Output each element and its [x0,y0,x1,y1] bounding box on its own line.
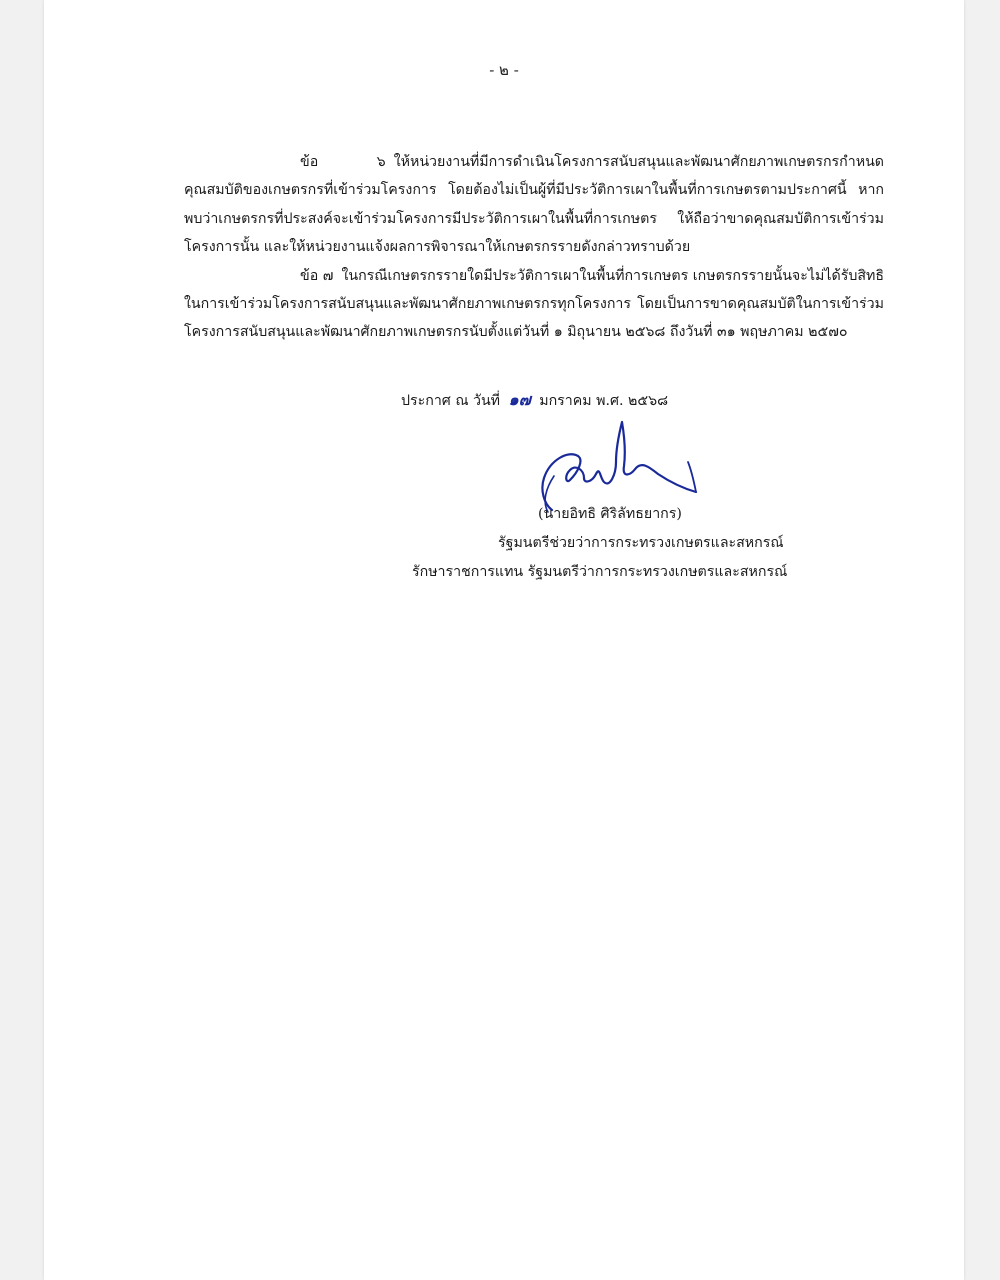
clause-6 [184,148,884,262]
page-number: - ๒ - [489,61,519,79]
signer-position-2: รักษาราชการแทน รัฐมนตรีว่าการกระทรวงเกษตรและสหกรณ์ [412,564,788,580]
clause-6-label: ข้อ ๖ [300,154,386,170]
clause-7 [184,262,884,347]
announcement-date [401,388,668,413]
clause-7-label: ข้อ ๗ [300,267,334,284]
handwritten-day: ๑๗ [508,390,531,409]
document-page [44,0,964,1280]
date-prefix: ประกาศ ณ วันที่ [401,393,501,409]
signer-name: (นายอิทธิ ศิริลัทธยากร) [538,506,682,522]
document-body [184,148,884,347]
signer-block [404,500,864,587]
clause-7-text: ในกรณีเกษตรกรรายใดมีประวัติการเผาในพื้นที่การเกษตร เกษตรกรรายนั้นจะไม่ได้รับสิทธิในการเข้าร่วมโครงการสนับสนุนและพัฒนาศักยภาพเกษตรกรทุกโครงการ โดยเป็นการขาดคุณสมบัติในการเข้าร่วมโครงการสนับสนุนและพัฒนาศักยภาพเกษตรกรนับตั้งแต่วันที่ ๑ มิถุนายน ๒๕๖๘ ถึงวันที่ ๓๑ พฤษภาคม ๒๕๗๐ [184,267,884,341]
signer-position-1: รัฐมนตรีช่วยว่าการกระทรวงเกษตรและสหกรณ์ [498,535,784,551]
date-suffix: มกราคม พ.ศ. ๒๕๖๘ [539,393,669,409]
clause-6-text: ให้หน่วยงานที่มีการดำเนินโครงการสนับสนุนและพัฒนาศักยภาพเกษตรกรกำหนดคุณสมบัติของเกษตรกรที่เข้าร่วมโครงการ โดยต้องไม่เป็นผู้ที่มีประวัติการเผาในพื้นที่การเกษตรตามประกาศนี้ หากพบว่าเกษตรกรที่ประสงค์จะเข้าร่วมโครงการมีประวัติการเผาในพื้นที่การเกษตร ให้ถือว่าขาดคุณสมบัติการเข้าร่วมโครงการนั้น และให้หน่วยงานแจ้งผลการพิจารณาให้เกษตรกรรายดังกล่าวทราบด้วย [184,154,884,256]
